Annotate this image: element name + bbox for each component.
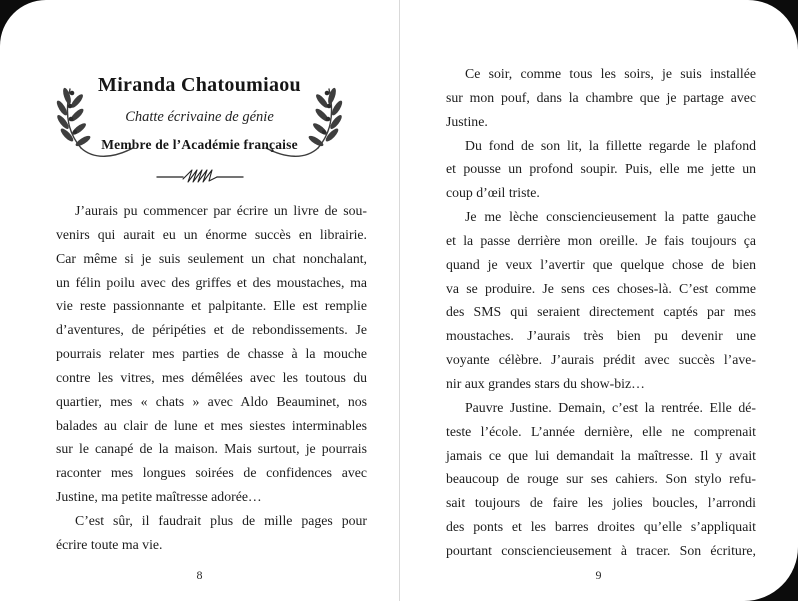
text-line: Justine, ma petite maîtresse adorée…	[56, 489, 262, 505]
text-line: et la passe derrière mon oreille. Je fais toujours ça	[446, 232, 756, 248]
text-line: Je me lèche consciencieusement la patte gauche	[465, 209, 756, 225]
text-line: teste l’école. L’année dernière, elle ne comprenait	[446, 423, 756, 439]
page-affiliation: Membre de l’Académie française	[101, 137, 298, 152]
text-line: Justine.	[446, 113, 488, 129]
left-page-body-text	[56, 199, 367, 557]
text-line: venirs qui aurait eu un énorme succès en librairie.	[56, 226, 367, 242]
text-line: quartier, mes « chats » avec Aldo Beauminet, nos	[56, 393, 367, 409]
text-line: des SMS qui seraient directement captés par mes	[446, 304, 756, 320]
text-line: des ponts et les barres droites qu’elle s’appliquait	[446, 519, 756, 535]
text-line: va se produire. Je sens ces choses-là. C’est comme	[446, 280, 756, 296]
text-line: balades au clair de lune et mes siestes interminables	[56, 417, 367, 433]
text-line: voyante célèbre. J’aurais prédit avec succès l’ave-	[446, 352, 756, 368]
text-line: écrire toute ma vie.	[56, 536, 163, 552]
text-line: et pousse un profond soupir. Puis, elle me jette un	[446, 161, 756, 177]
text-line: pourtant consciencieusement à tracer. Son écriture,	[446, 542, 756, 558]
text-line: raconter mes longues soirées de confidences avec	[56, 465, 367, 481]
page-subtitle: Chatte écrivaine de génie	[125, 109, 274, 125]
text-line: un félin poilu avec des griffes et des moustaches, ma	[56, 274, 367, 290]
text-line: jamais ce que lui demandait la maîtresse. Il y avait	[446, 447, 756, 463]
text-line: d’aventures, de péripéties et de rebondissements. Je	[56, 322, 367, 338]
text-line: nir aux grandes stars du show-biz…	[446, 375, 645, 391]
right-page-number: 9	[595, 568, 602, 582]
chapter-header	[0, 74, 399, 190]
text-line: moustaches. J’aurais très bien pu devenir une	[446, 328, 756, 344]
text-line: pourrais relater mes parties de chasse à la mouche	[56, 346, 367, 362]
text-line: Du fond de son lit, la fillette regarde le plafond	[465, 137, 756, 153]
right-page	[399, 0, 798, 601]
text-line: sait toujours de faire les jolies boucles, l’arrondi	[446, 495, 756, 511]
squiggle-divider-icon	[0, 167, 399, 190]
left-page-number: 8	[196, 568, 203, 582]
right-page-body-text	[446, 62, 756, 563]
text-line: coup d’œil triste.	[446, 185, 540, 201]
text-line: beaucoup de rouge sur ses cahiers. Son stylo refu-	[446, 471, 756, 487]
text-line: Ce soir, comme tous les soirs, je suis installée	[465, 66, 756, 81]
text-line: sur le canapé de la maison. Mais surtout, je pourrais	[56, 441, 367, 457]
text-line: sur mon pouf, dans la chambre que je partage avec	[446, 89, 756, 105]
text-line: contre les vitres, mes démêlées avec les toutous du	[56, 369, 367, 385]
text-line: C’est sûr, il faudrait plus de mille pages pour	[75, 512, 367, 528]
page-title: Miranda Chatoumiaou	[98, 74, 301, 96]
text-line: J’aurais pu commencer par écrire un livre de sou-	[75, 203, 367, 218]
text-line: Car même si je suis seulement un chat nonchalant,	[56, 250, 367, 266]
text-line: quand je veux l’avertir que quelque chose de bien	[446, 256, 756, 272]
text-line: Pauvre Justine. Demain, c’est la rentrée. Elle dé-	[465, 399, 756, 415]
text-line: vie reste passionnante et palpitante. Elle est remplie	[56, 298, 367, 314]
